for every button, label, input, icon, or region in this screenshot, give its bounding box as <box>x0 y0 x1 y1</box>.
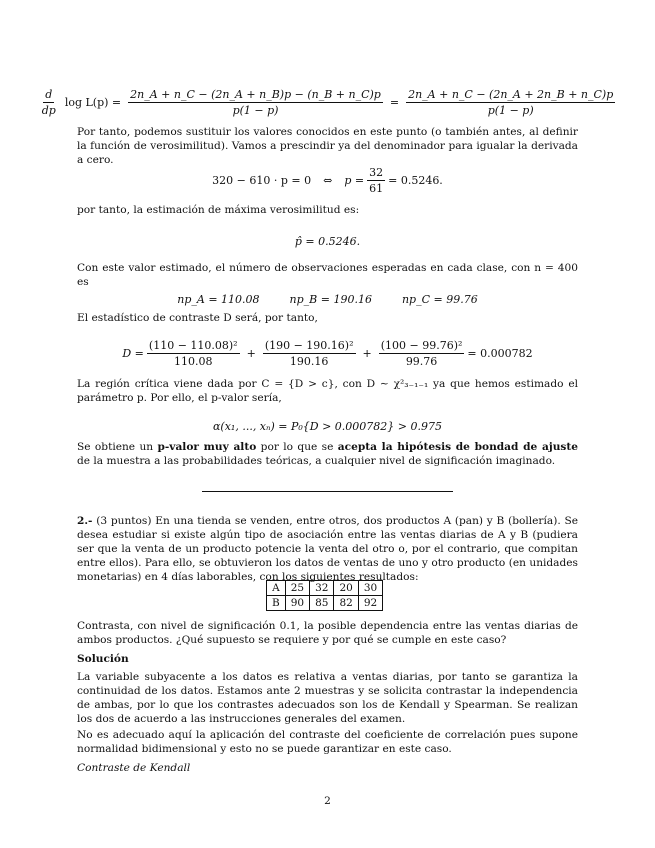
derivative-fraction-2 <box>406 88 615 117</box>
paragraph-contrasta: Contrasta, con nivel de significación 0.1, la posible dependencia entre las ventas diarias de ambos productos. ¿Qué supuesto se requiere y por qué se cumple en este caso? <box>77 620 578 646</box>
conclusion-bold-2: acepta la hipótesis de bondad de ajuste <box>337 441 578 453</box>
expected-b: np_B = 190.16 <box>289 293 372 306</box>
paragraph-estadistico: El estadístico de contraste D será, por tanto, <box>77 312 318 324</box>
d-term-1-den: 110.08 <box>174 355 213 368</box>
table-row <box>267 596 383 611</box>
table-cell: 82 <box>334 596 358 611</box>
d-numerator: d <box>45 88 53 101</box>
fraction-denominator: 61 <box>369 182 384 195</box>
p-equals: p = <box>344 173 365 187</box>
d-term-2-num: (190 − 190.16)² <box>264 339 354 352</box>
table-cell: 20 <box>334 581 358 596</box>
problem-2-statement <box>77 514 578 584</box>
d-term-2-den: 190.16 <box>289 355 329 368</box>
d-dp-fraction <box>40 88 58 117</box>
alpha-equation: α(x₁, ..., xₙ) = P₀{D > 0.000782} > 0.975 <box>213 420 442 433</box>
expected-counts <box>0 293 655 307</box>
paragraph-observaciones: Con este valor estimado, el número de observaciones esperadas en cada clase, con n = 400 es <box>77 262 578 288</box>
d-term-1 <box>147 339 240 368</box>
expected-c: np_C = 99.76 <box>401 293 478 306</box>
equals-sign: = <box>389 95 400 109</box>
plus-sign-2: + <box>362 346 372 360</box>
expected-a: np_A = 110.08 <box>177 293 260 306</box>
paragraph-region-critica: La región crítica viene dada por C = {D > c}, con D ∼ χ²₃₋₁₋₁ ya que hemos estimado el parámetro p. Por ello, el p-valor sería, <box>77 378 578 404</box>
solve-result: = 0.5246. <box>388 173 443 187</box>
table-cell: 30 <box>358 581 382 596</box>
d-term-3-den: 99.76 <box>405 355 438 368</box>
paragraph-variable: La variable subyacente a los datos es relativa a ventas diarias, por tanto se garantiza la continuidad de los datos. Estamos ante 2 muestras y se solicita contrastar la independencia de ambas, por lo que los contrastes adecuados son los de Kendall y Spearman. Se realizan los dos de acuerdo a las instrucciones generales del examen. <box>77 671 578 725</box>
fraction-numerator: 32 <box>369 166 384 179</box>
solve-left: 320 − 610 · p = 0 <box>212 173 312 187</box>
table-cell: 32 <box>310 581 334 596</box>
conclusion-text-2: por lo que se <box>256 441 338 453</box>
derivative-denominator-2: p(1 − p) <box>487 104 534 117</box>
row-label-a: A <box>267 581 286 596</box>
problem-text: (3 puntos) En una tienda se venden, entre otros, dos productos A (pan) y B (bollería). Se desea estudiar si existe algún tipo de asociación entre las ventas diarias de A y B (pudiera ser que la venta de un producto potencie la venta del otro o, por el contrario, que compitan entre ellos). Para ello, se obtuvieron los datos de ventas de uno y otro producto (en unidades monetarias) en 4 días laborables, con los siguientes resultados: <box>77 515 578 583</box>
conclusion-text-3: de la muestra a las probabilidades teóricas, a cualquier nivel de significación imaginado. <box>77 455 556 467</box>
paragraph-conclusion <box>77 440 578 468</box>
d-term-3 <box>379 339 465 368</box>
table-cell: 85 <box>310 596 334 611</box>
d-term-2 <box>263 339 356 368</box>
phat-equation: p̂ = 0.5246. <box>294 235 361 248</box>
d-term-1-num: (110 − 110.08)² <box>148 339 238 352</box>
derivative-equation <box>0 88 655 117</box>
d-statistic-equation <box>0 339 655 368</box>
plus-sign-1: + <box>246 346 256 360</box>
table-cell: 90 <box>285 596 309 611</box>
problem-number: 2.- <box>77 515 93 527</box>
paragraph-estimacion: por tanto, la estimación de máxima verosimilitud es: <box>77 204 360 216</box>
table-row <box>267 581 383 596</box>
section-divider <box>202 491 453 492</box>
paragraph-no-adecuado: No es adecuado aquí la aplicación del contraste del coeficiente de correlación pues supone normalidad bidimensional y esto no se puede garantizar en este caso. <box>77 729 578 755</box>
fraction-32-61 <box>367 166 385 195</box>
row-label-b: B <box>267 596 286 611</box>
conclusion-bold-1: p-valor muy alto <box>157 441 257 453</box>
solucion-heading: Solución <box>77 653 129 665</box>
page-number: 2 <box>324 795 331 807</box>
derivative-numerator-2: 2n_A + n_C − (2n_A + 2n_B + n_C)p <box>408 88 614 101</box>
conclusion-text-1: Se obtiene un <box>77 441 158 453</box>
derivative-denominator-1: p(1 − p) <box>232 104 279 117</box>
d-result: = 0.000782 <box>467 346 533 360</box>
log-likelihood: log L(p) = <box>64 95 122 109</box>
kendall-heading: Contraste de Kendall <box>77 762 191 774</box>
table-cell: 92 <box>358 596 382 611</box>
solve-equation <box>0 166 655 195</box>
derivative-numerator-1: 2n_A + n_C − (2n_A + n_B)p − (n_B + n_C)p <box>130 88 381 101</box>
d-lhs: D = <box>122 346 144 360</box>
dp-denominator: dp <box>41 104 56 117</box>
paragraph-sustituir: Por tanto, podemos sustituir los valores conocidos en este punto (o también antes, al definir la función de verosimilitud). Vamos a prescindir ya del denominador para igualar la derivada a cero. <box>77 126 578 166</box>
derivative-fraction-1 <box>128 88 383 117</box>
d-term-3-num: (100 − 99.76)² <box>380 339 463 352</box>
iff-symbol: ⇔ <box>323 173 333 187</box>
table-cell: 25 <box>285 581 309 596</box>
sales-table <box>266 580 383 611</box>
